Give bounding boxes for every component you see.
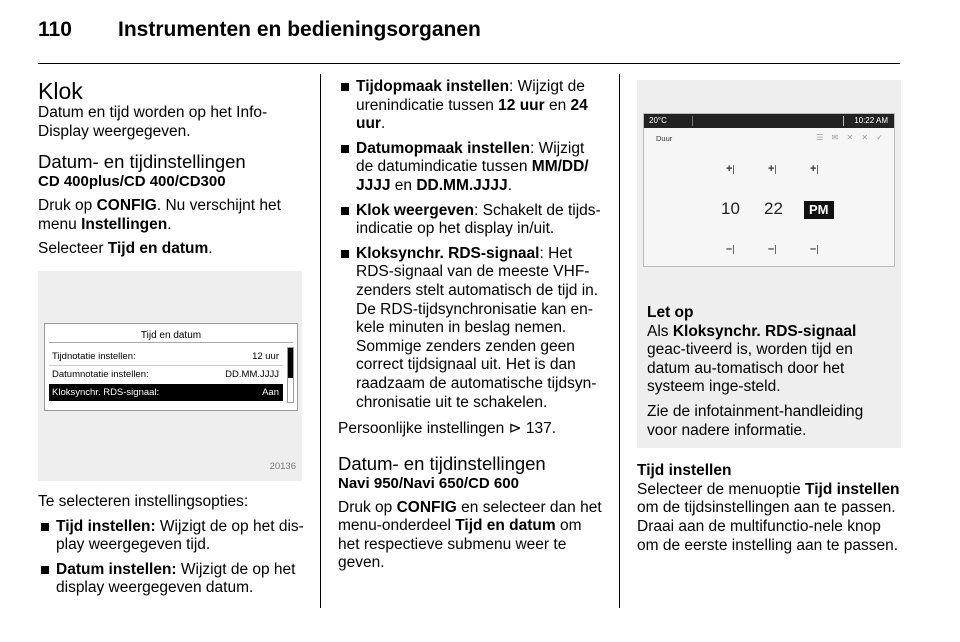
column-3 xyxy=(637,78,903,555)
list-item: Tijdopmaak instellen: Wijzigt de urenindicatie tussen 12 uur en 24 uur. xyxy=(338,78,604,134)
status-icons: ☰ ✉ ✕ ✕ ✓ xyxy=(816,133,886,142)
note-reference: Zie de infotainment-handleiding voor nadere informatie. xyxy=(647,402,864,439)
status-time: 10:22 AM xyxy=(854,116,888,125)
menu-scrollbar-thumb[interactable] xyxy=(288,348,293,378)
cross-reference: Persoonlijke instellingen ⊳ 137. xyxy=(338,420,557,438)
page-reference-arrow-icon: ⊳ xyxy=(508,420,522,438)
page-number: 110 xyxy=(38,18,72,41)
column-divider-left xyxy=(320,74,321,608)
sub-heading-datum-tijd-navi: Datum- en tijdinstellingen xyxy=(338,452,546,474)
model-list: Navi 950/Navi 650/CD 600 xyxy=(338,474,519,492)
infotainment-screen xyxy=(643,113,895,267)
bullet-square-icon xyxy=(41,523,49,531)
menu-scrollbar[interactable] xyxy=(287,347,294,403)
paragraph-config: Druk op CONFIG. Nu verschijnt het menu Instellingen. xyxy=(38,197,281,233)
bullet-square-icon xyxy=(341,145,349,153)
minute-plus-button[interactable]: + xyxy=(768,163,775,175)
page-title: Instrumenten en bedieningsorganen xyxy=(118,18,481,41)
tijd-instellen-heading: Tijd instellen xyxy=(637,462,732,480)
options-list xyxy=(38,518,304,598)
ampm-minus-button[interactable]: – xyxy=(810,243,817,255)
screen-subtitle: Duur xyxy=(656,134,673,143)
bullet-square-icon xyxy=(41,566,49,574)
column-1 xyxy=(38,78,304,598)
note-text: Als Kloksynchr. RDS-signaal geac-tiveerd is, worden tijd en datum au-tomatisch door het systeem inge-steld. xyxy=(647,322,857,396)
figure-menu-screen xyxy=(38,271,302,481)
list-item: Tijd instellen: Wijzigt de op het dis-play weergegeven tijd. xyxy=(38,518,304,555)
menu-row[interactable]: Tijdnotatie instellen: 12 uur xyxy=(52,350,279,362)
list-item: Kloksynchr. RDS-signaal: Het RDS-signaal van de meeste VHF-zenders stelt automatisch de tijd in. De RDS-tijdsynchronisatie kan en-kele minuten in beslag nemen. Sommige zenders zenden geen correct tijdsignaal uit. Het is dan raadzaam de automatische tijdsyn-chronisatie uit te schakelen. xyxy=(338,245,604,412)
menu-screen xyxy=(44,323,298,411)
bullet-square-icon xyxy=(341,207,349,215)
intro-text: Datum en tijd worden op het Info-Display weergegeven. xyxy=(38,104,268,140)
menu-title: Tijd en datum xyxy=(140,329,202,341)
section-heading-klok: Klok xyxy=(38,78,83,104)
note-heading: Let op xyxy=(647,304,694,321)
minute-value: 22 xyxy=(764,199,783,218)
menu-row-selected[interactable]: Kloksynchr. RDS-signaal: Aan xyxy=(49,384,283,401)
list-item: Datum instellen: Wijzigt de op het display weergegeven datum. xyxy=(38,561,304,598)
status-divider xyxy=(843,116,844,126)
hour-plus-button[interactable]: + xyxy=(726,163,733,175)
note-box xyxy=(637,292,901,448)
status-divider xyxy=(692,116,693,126)
ampm-value: PM xyxy=(804,201,834,219)
menu-title-divider xyxy=(49,342,293,343)
figure-clock-screen xyxy=(637,80,901,292)
options-intro: Te selecteren instellingsopties: xyxy=(38,492,249,510)
column-divider-right xyxy=(619,74,620,608)
list-item: Klok weergeven: Schakelt de tijds-indicatie op het display in/uit. xyxy=(338,202,604,239)
minute-minus-button[interactable]: – xyxy=(768,243,775,255)
paragraph-select: Selecteer Tijd en datum. xyxy=(38,240,213,258)
paragraph-config-navi: Druk op CONFIG en selecteer dan het menu-onderdeel Tijd en datum om het respectieve submenu weer te geven. xyxy=(338,498,602,572)
page-header xyxy=(38,14,900,64)
column-2 xyxy=(338,78,604,573)
hour-minus-button[interactable]: – xyxy=(726,243,733,255)
model-list: CD 400plus/CD 400/CD300 xyxy=(38,173,226,191)
outside-temperature: 20°C xyxy=(649,116,667,125)
settings-list xyxy=(338,78,604,412)
menu-row[interactable]: Datumnotatie instellen: DD.MM.JJJJ xyxy=(52,368,279,380)
sub-heading-datum-tijd: Datum- en tijdinstellingen xyxy=(38,151,246,173)
bullet-square-icon xyxy=(341,250,349,258)
list-item: Datumopmaak instellen: Wijzigt de datumindicatie tussen MM/DD/ JJJJ en DD.MM.JJJJ. xyxy=(338,140,604,196)
bullet-square-icon xyxy=(341,83,349,91)
screen-status-bar xyxy=(644,114,894,128)
ampm-plus-button[interactable]: + xyxy=(810,163,817,175)
hour-value: 10 xyxy=(721,199,740,218)
tijd-instellen-text: Selecteer de menuoptie Tijd instellen om de tijdsinstellingen aan te passen. Draai aan de multifunctio-nele knop om de eerste instelling aan te passen. xyxy=(637,480,900,554)
figure-number: 20136 xyxy=(269,461,296,473)
